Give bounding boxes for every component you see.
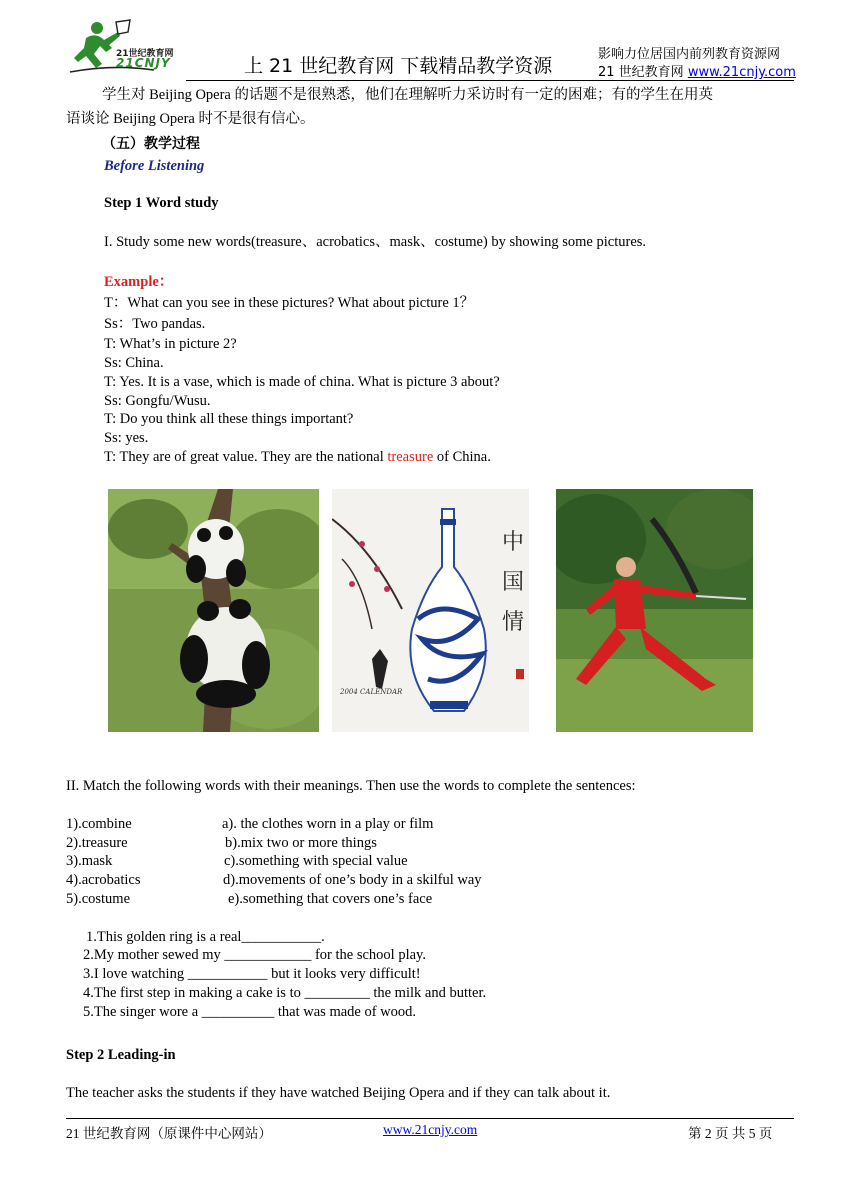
fill-sentence: 1.This golden ring is a real___________. [86, 929, 325, 945]
last-line-after: of China. [433, 449, 491, 465]
kungfu-image [556, 489, 753, 732]
intro-line1: 学生对 Beijing Opera 的话题不是很熟悉，他们在理解听力采访时有一定的困难；有的学生在用英 [102, 87, 713, 103]
dialogue-line: Ss：Two pandas. [104, 316, 206, 332]
fill-sentence: 3.I love watching ___________ but it looks very difficult! [83, 966, 421, 982]
footer-site-link[interactable]: www.21cnjy.com [383, 1122, 478, 1137]
match-meaning: b).mix two or more things [225, 835, 377, 851]
match-meaning: e).something that covers one’s face [228, 891, 433, 907]
dialogue-line: T: Yes. It is a vase, which is made of china. What is picture 3 about? [104, 374, 500, 390]
fill-sentence: 4.The first step in making a cake is to _________ the milk and butter. [83, 985, 487, 1001]
footer-left: 21 世纪教育网（原课件中心网站） [66, 1126, 272, 1141]
match-meaning: a). the clothes worn in a play or film [222, 816, 434, 832]
match-word: 2).treasure [66, 835, 128, 851]
vase-chars-1: 中 [502, 530, 525, 555]
match-meaning: c).something with special value [224, 853, 408, 869]
logo-bottom-text: 21CNJY [116, 56, 171, 70]
dialogue-line: Ss: yes. [104, 430, 149, 446]
intro-line2: 语谈论 Beijing Opera 时不是很有信心。 [66, 111, 315, 127]
site-logo [64, 18, 184, 78]
before-listening-heading: Before Listening [104, 158, 205, 174]
dialogue-line: T: What’s in picture 2? [104, 336, 237, 352]
footer-divider [66, 1118, 794, 1119]
dialogue-line: T：What can you see in these pictures? What about picture 1？ [104, 295, 475, 311]
fill-sentence: 5.The singer wore a __________ that was made of wood. [83, 1004, 417, 1020]
match-word: 1).combine [66, 816, 132, 832]
dialogue-line: Ss: Gongfu/Wusu. [104, 393, 211, 409]
step1-title: Step 1 Word study [104, 195, 219, 211]
example-label: Example： [104, 274, 174, 290]
header-right-line1: 影响力位居国内前列教育资源网 [598, 47, 781, 62]
last-line-before: T: They are of great value. They are the national [104, 449, 388, 465]
vase-chars-3: 情 [502, 610, 525, 635]
match-meaning: d).movements of one’s body in a skilful way [223, 872, 482, 888]
section-title: （五）教学过程 [102, 136, 200, 152]
treasure-word: treasure [387, 449, 434, 465]
step2-title: Step 2 Leading-in [66, 1047, 176, 1063]
photo-pandas [108, 489, 319, 732]
footer-page-number: 第 2 页 共 5 页 [688, 1126, 773, 1141]
fill-sentence: 2.My mother sewed my ____________ for the school play. [83, 947, 426, 963]
photo-kungfu [556, 489, 753, 732]
header-right-prefix: 21 世纪教育网 [598, 65, 688, 80]
step2-text: The teacher asks the students if they have watched Beijing Opera and if they can talk about it. [66, 1085, 611, 1101]
photo-vase [332, 489, 529, 732]
step1-text: I. Study some new words(treasure、acrobatics、mask、costume) by showing some pictures. [104, 234, 647, 250]
match-word: 5).costume [66, 891, 131, 907]
dialogue-line: T: Do you think all these things important? [104, 411, 354, 427]
match-intro: II. Match the following words with their meanings. Then use the words to complete the sentences: [66, 778, 636, 794]
dialogue-line: Ss: China. [104, 355, 164, 371]
vase-calendar-label: 2004 CALENDAR [340, 688, 403, 696]
header-title: 上 21 世纪教育网 下载精品教学资源 [244, 55, 553, 77]
match-word: 3).mask [66, 853, 113, 869]
vase-image [332, 489, 529, 732]
logo-top-text: 21世纪教育网 [116, 49, 174, 59]
match-word: 4).acrobatics [66, 872, 141, 888]
dialogue-last-line [104, 448, 491, 467]
panda-image [108, 489, 319, 732]
vase-chars-2: 国 [502, 570, 525, 595]
header-site-link[interactable]: www.21cnjy.com [687, 65, 796, 80]
header-divider [186, 80, 794, 81]
